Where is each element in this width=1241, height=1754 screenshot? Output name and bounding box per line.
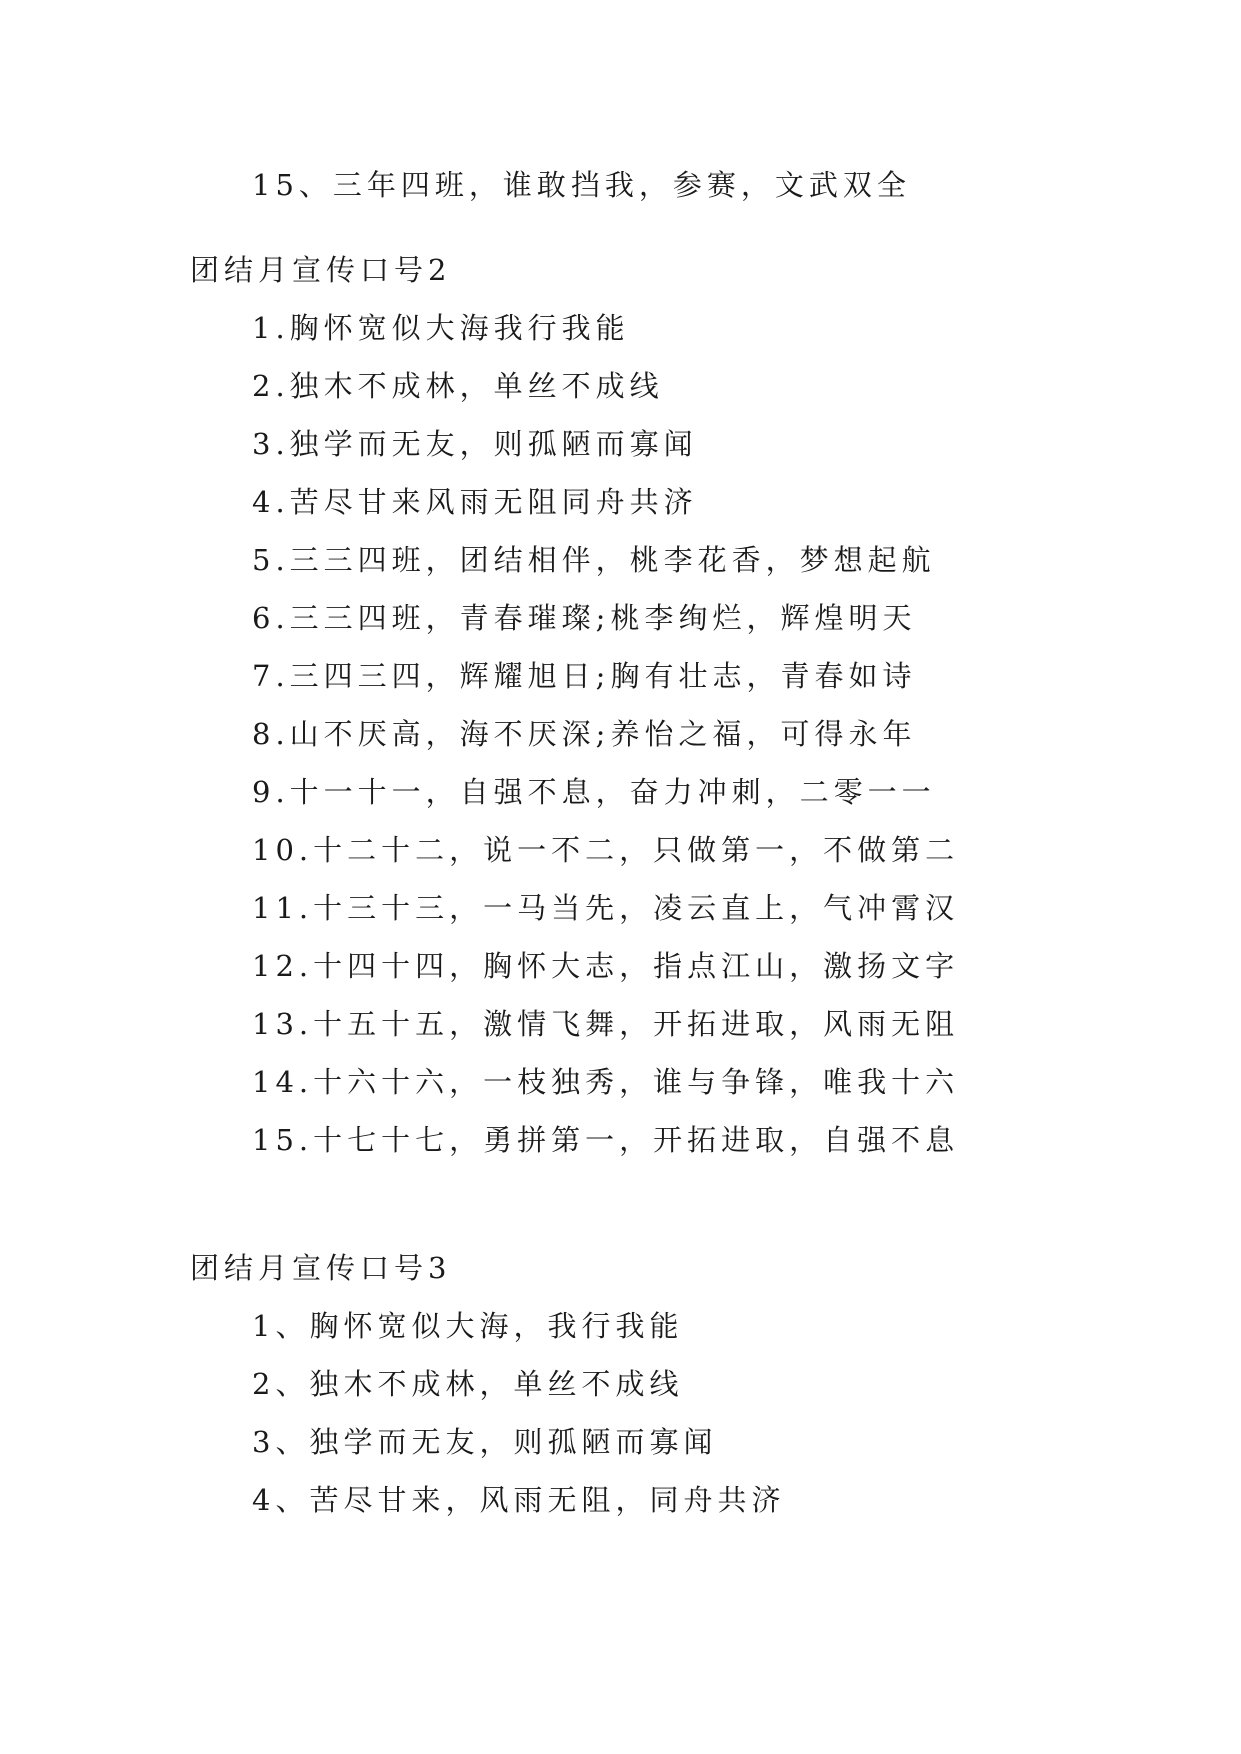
list-item: 13.十五十五，激情飞舞，开拓进取，风雨无阻 bbox=[252, 1007, 960, 1041]
list-item: 10.十二十二，说一不二，只做第一，不做第二 bbox=[252, 833, 960, 867]
list-item: 7.三四三四，辉耀旭日;胸有壮志，青春如诗 bbox=[252, 659, 917, 693]
section-heading: 团结月宣传口号2 bbox=[190, 253, 452, 287]
list-item: 5.三三四班，团结相伴，桃李花香，梦想起航 bbox=[252, 543, 936, 577]
list-item: 14.十六十六，一枝独秀，谁与争锋，唯我十六 bbox=[252, 1065, 960, 1099]
section-heading: 团结月宣传口号3 bbox=[190, 1251, 452, 1285]
list-item: 3、独学而无友，则孤陋而寡闻 bbox=[252, 1425, 718, 1459]
list-item: 6.三三四班，青春璀璨;桃李绚烂，辉煌明天 bbox=[252, 601, 917, 635]
list-item: 4、苦尽甘来，风雨无阻，同舟共济 bbox=[252, 1483, 786, 1517]
list-item: 2.独木不成林，单丝不成线 bbox=[252, 369, 664, 403]
list-item: 1、胸怀宽似大海，我行我能 bbox=[252, 1309, 684, 1343]
list-item: 11.十三十三，一马当先，凌云直上，气冲霄汉 bbox=[252, 891, 960, 925]
list-item: 15.十七十七，勇拼第一，开拓进取，自强不息 bbox=[252, 1123, 960, 1157]
list-item: 15、三年四班，谁敢挡我，参赛，文武双全 bbox=[252, 168, 911, 202]
list-item: 1.胸怀宽似大海我行我能 bbox=[252, 311, 630, 345]
list-item: 12.十四十四，胸怀大志，指点江山，激扬文字 bbox=[252, 949, 960, 983]
list-item: 8.山不厌高，海不厌深;养怡之福，可得永年 bbox=[252, 717, 917, 751]
list-item: 4.苦尽甘来风雨无阻同舟共济 bbox=[252, 485, 698, 519]
list-item: 9.十一十一，自强不息，奋力冲刺，二零一一 bbox=[252, 775, 936, 809]
list-item: 2、独木不成林，单丝不成线 bbox=[252, 1367, 684, 1401]
list-item: 3.独学而无友，则孤陋而寡闻 bbox=[252, 427, 698, 461]
